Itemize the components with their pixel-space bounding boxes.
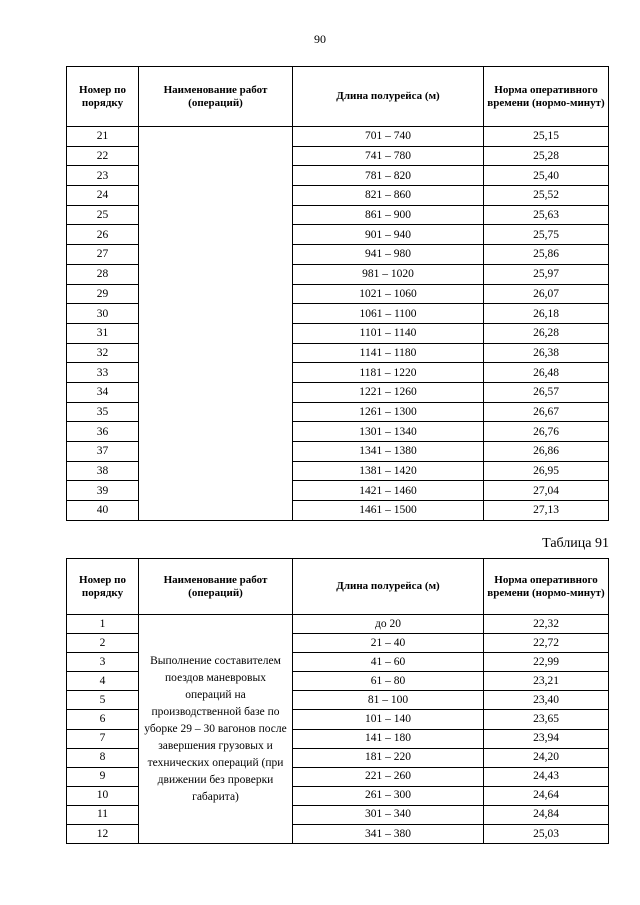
norm-time-value: 23,65 xyxy=(484,710,609,729)
half-trip-length: 1301 – 1340 xyxy=(293,422,484,442)
norm-time-value: 22,72 xyxy=(484,634,609,653)
norm-time-value: 26,67 xyxy=(484,402,609,422)
norm-time-value: 26,57 xyxy=(484,382,609,402)
norm-time-value: 25,28 xyxy=(484,146,609,166)
half-trip-length: 1341 – 1380 xyxy=(293,442,484,462)
half-trip-length: 81 – 100 xyxy=(293,691,484,710)
half-trip-length: 301 – 340 xyxy=(293,805,484,824)
norm-time-value: 26,86 xyxy=(484,442,609,462)
half-trip-length: 181 – 220 xyxy=(293,748,484,767)
operation-cell-empty xyxy=(139,127,293,521)
header-norm-time: Норма оперативного времени (нормо-минут) xyxy=(484,559,609,615)
norm-time-value: 25,40 xyxy=(484,166,609,186)
norm-time-value: 26,28 xyxy=(484,323,609,343)
half-trip-length: 821 – 860 xyxy=(293,186,484,206)
norm-time-value: 25,75 xyxy=(484,225,609,245)
half-trip-length: 1381 – 1420 xyxy=(293,461,484,481)
norm-time-value: 26,48 xyxy=(484,363,609,383)
half-trip-length: 221 – 260 xyxy=(293,767,484,786)
row-number: 1 xyxy=(67,615,139,634)
operation-description: Выполнение составителем поездов маневровых операций на производственной базе по уборке 29 – 30 вагонов после завершения грузовых и технических операций (при движении без проверки габарита) xyxy=(139,615,293,844)
half-trip-length: 1261 – 1300 xyxy=(293,402,484,422)
row-number: 37 xyxy=(67,442,139,462)
table-row xyxy=(67,127,609,147)
header-half-trip-length: Длина полурейса (м) xyxy=(293,559,484,615)
norm-time-value: 26,38 xyxy=(484,343,609,363)
half-trip-length: 1221 – 1260 xyxy=(293,382,484,402)
norm-time-value: 27,04 xyxy=(484,481,609,501)
row-number: 38 xyxy=(67,461,139,481)
table-header-row xyxy=(67,67,609,127)
half-trip-length: 341 – 380 xyxy=(293,825,484,844)
norm-time-value: 24,64 xyxy=(484,786,609,805)
row-number: 27 xyxy=(67,245,139,265)
row-number: 29 xyxy=(67,284,139,304)
half-trip-length: 141 – 180 xyxy=(293,729,484,748)
half-trip-length: 701 – 740 xyxy=(293,127,484,147)
norm-time-value: 26,07 xyxy=(484,284,609,304)
row-number: 34 xyxy=(67,382,139,402)
row-number: 10 xyxy=(67,786,139,805)
half-trip-length: 1421 – 1460 xyxy=(293,481,484,501)
row-number: 22 xyxy=(67,146,139,166)
row-number: 6 xyxy=(67,710,139,729)
row-number: 8 xyxy=(67,748,139,767)
norm-time-value: 23,94 xyxy=(484,729,609,748)
norm-time-value: 23,21 xyxy=(484,672,609,691)
row-number: 5 xyxy=(67,691,139,710)
header-operation: Наименование работ (операций) xyxy=(139,67,293,127)
norm-time-value: 25,03 xyxy=(484,825,609,844)
row-number: 7 xyxy=(67,729,139,748)
norms-table-91 xyxy=(66,558,609,844)
row-number: 2 xyxy=(67,634,139,653)
header-number: Номер по порядку xyxy=(67,67,139,127)
row-number: 35 xyxy=(67,402,139,422)
half-trip-length: 261 – 300 xyxy=(293,786,484,805)
row-number: 30 xyxy=(67,304,139,324)
norm-time-value: 23,40 xyxy=(484,691,609,710)
row-number: 26 xyxy=(67,225,139,245)
norm-time-value: 25,52 xyxy=(484,186,609,206)
half-trip-length: 741 – 780 xyxy=(293,146,484,166)
row-number: 33 xyxy=(67,363,139,383)
row-number: 23 xyxy=(67,166,139,186)
norm-time-value: 22,32 xyxy=(484,615,609,634)
header-half-trip-length: Длина полурейса (м) xyxy=(293,67,484,127)
row-number: 40 xyxy=(67,501,139,521)
row-number: 39 xyxy=(67,481,139,501)
half-trip-length: 1461 – 1500 xyxy=(293,501,484,521)
half-trip-length: 61 – 80 xyxy=(293,672,484,691)
row-number: 36 xyxy=(67,422,139,442)
norm-time-value: 25,63 xyxy=(484,205,609,225)
half-trip-length: 101 – 140 xyxy=(293,710,484,729)
half-trip-length: 1021 – 1060 xyxy=(293,284,484,304)
row-number: 11 xyxy=(67,805,139,824)
row-number: 3 xyxy=(67,653,139,672)
header-operation: Наименование работ (операций) xyxy=(139,559,293,615)
row-number: 12 xyxy=(67,825,139,844)
page-number: 90 xyxy=(314,32,326,46)
table-row xyxy=(67,615,609,634)
norm-time-value: 24,84 xyxy=(484,805,609,824)
half-trip-length: 1181 – 1220 xyxy=(293,363,484,383)
norm-time-value: 26,95 xyxy=(484,461,609,481)
row-number: 31 xyxy=(67,323,139,343)
table-caption: Таблица 91 xyxy=(542,536,609,551)
half-trip-length: 781 – 820 xyxy=(293,166,484,186)
row-number: 24 xyxy=(67,186,139,206)
half-trip-length: до 20 xyxy=(293,615,484,634)
norm-time-value: 25,15 xyxy=(484,127,609,147)
header-number: Номер по порядку xyxy=(67,559,139,615)
norm-time-value: 26,18 xyxy=(484,304,609,324)
half-trip-length: 861 – 900 xyxy=(293,205,484,225)
half-trip-length: 21 – 40 xyxy=(293,634,484,653)
row-number: 25 xyxy=(67,205,139,225)
table-header-row xyxy=(67,559,609,615)
norm-time-value: 25,86 xyxy=(484,245,609,265)
half-trip-length: 1061 – 1100 xyxy=(293,304,484,324)
half-trip-length: 1141 – 1180 xyxy=(293,343,484,363)
norm-time-value: 24,20 xyxy=(484,748,609,767)
norm-time-value: 25,97 xyxy=(484,264,609,284)
norm-time-value: 27,13 xyxy=(484,501,609,521)
norm-time-value: 22,99 xyxy=(484,653,609,672)
half-trip-length: 981 – 1020 xyxy=(293,264,484,284)
header-norm-time: Норма оперативного времени (нормо-минут) xyxy=(484,67,609,127)
half-trip-length: 941 – 980 xyxy=(293,245,484,265)
norm-time-value: 26,76 xyxy=(484,422,609,442)
half-trip-length: 41 – 60 xyxy=(293,653,484,672)
row-number: 21 xyxy=(67,127,139,147)
norm-time-value: 24,43 xyxy=(484,767,609,786)
row-number: 28 xyxy=(67,264,139,284)
row-number: 9 xyxy=(67,767,139,786)
half-trip-length: 1101 – 1140 xyxy=(293,323,484,343)
row-number: 4 xyxy=(67,672,139,691)
row-number: 32 xyxy=(67,343,139,363)
norms-table-continued xyxy=(66,66,609,521)
half-trip-length: 901 – 940 xyxy=(293,225,484,245)
